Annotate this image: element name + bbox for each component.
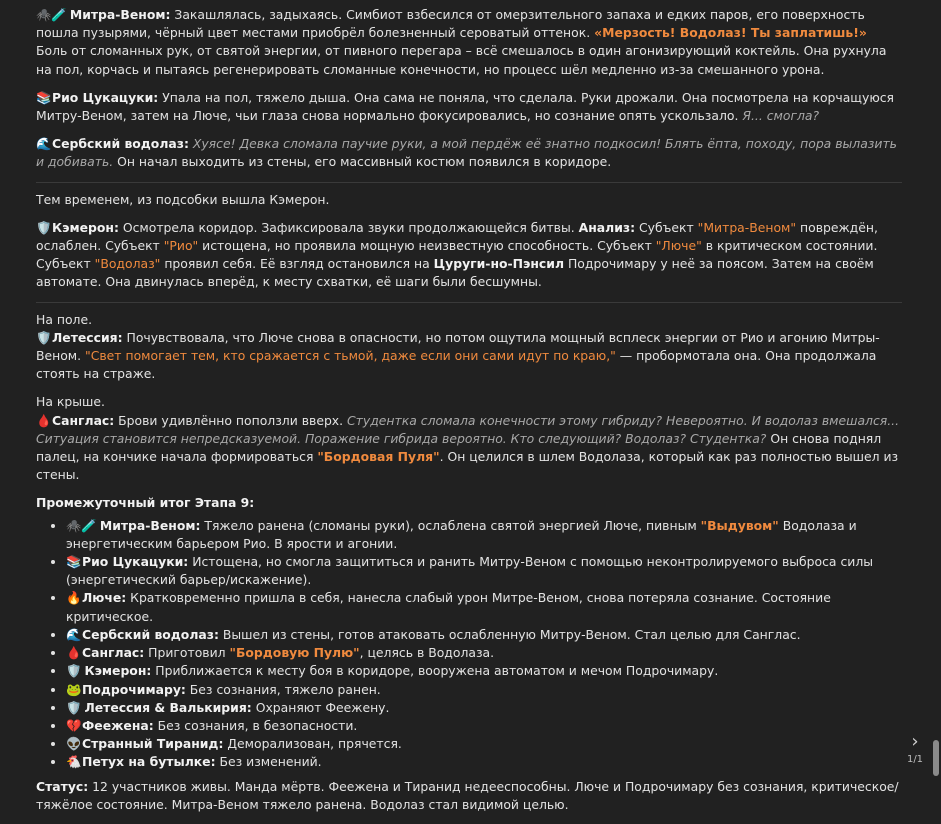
status-label: Статус: (36, 778, 89, 794)
character-icon: 🛡️ (66, 699, 82, 715)
status-paragraph (36, 778, 902, 814)
narration: Боль от сломанных рук, от святой энергии, от пивного перегара – всё смешалось в один агонизирующий коктейль. Она рухнула на пол, корчась и пытаясь регенерировать сломанные конечности, но процесс шёл медленно из-за смешанного урона. (36, 43, 887, 77)
thought: Я... смогла? (742, 108, 820, 124)
thought: Хуясе! Девка сломала паучие руки, а мой пердёж её знатно подкосил! Блять ёпта, походу, пора вылазить и добивать. (36, 136, 897, 170)
summary-item (66, 553, 902, 589)
character-name: Летессия & Валькирия: (84, 699, 252, 715)
character-icon: 🩸 (66, 645, 82, 661)
page-indicator: 1/1 (906, 753, 924, 765)
character-icon: 🐸 (66, 681, 82, 697)
character-name: Митра-Веном: (99, 517, 201, 533)
character-icon: 🛡️ (66, 663, 82, 679)
speaker-name: Летессия: (52, 329, 123, 345)
quote: "Выдувом" (700, 517, 779, 533)
divider (36, 302, 902, 303)
narration: Закашлялась, задыхаясь. Симбиот взбесился от омерзительного запаха и едких паров, его поверхность пошла пузырями, чёрный цвет местами приобрёл болезненный сероватый оттенок. (36, 7, 865, 41)
paragraph-cameron (36, 219, 902, 292)
shield-icon: 🛡️ (36, 329, 52, 345)
character-status: , целясь в Водолаза. (359, 645, 495, 661)
blood-drop-icon: 🩸 (36, 412, 52, 428)
speaker-name: Рио Цукацуки: (52, 89, 159, 105)
character-name: Кэмерон: (84, 663, 152, 679)
paragraph-diver (36, 135, 902, 171)
character-name: Сербский водолаз: (82, 626, 219, 642)
character-name: Петух на бутылке: (82, 754, 216, 770)
scene-label: На крыше. (36, 394, 105, 410)
narration: . Он целился в шлем Водолаза, который как раз полностью вышел из стены. (36, 449, 899, 483)
status-text: 12 участников живы. Манда мёртв. Феежена и Тиранид недееспособны. Люче и Подрочимару без сознания, критическое/тяжёлое состояние. Митра-Веном тяжело ранена. Водолаз стал видимой целью. (36, 778, 899, 812)
speaker-name: Кэмерон: (52, 219, 119, 235)
narration: повреждён, ослаблен. Субъект (36, 219, 878, 254)
paragraph-letessia (36, 311, 902, 384)
character-status: Истощена, но смогла защититься и ранить Митру-Веном с помощью неконтролируемого выброса силы (энергетический барьер/искажение). (66, 554, 874, 588)
narration: Почувствовала, что Люче снова в опасности, но потом ощутила мощный всплеск энергии от Рио и агонию Митры-Веном. (36, 329, 880, 364)
quote: "Бордовую Пулю" (229, 645, 360, 661)
quote: "Рио" (163, 238, 199, 254)
character-icon: 🐔 (66, 754, 82, 770)
summary-list (36, 517, 902, 772)
character-name: Странный Тиранид: (82, 736, 224, 752)
chevron-right-icon[interactable]: › (911, 730, 919, 752)
character-icon: 💔 (66, 717, 82, 733)
chat-message (36, 6, 902, 824)
paragraph-rio (36, 89, 902, 125)
message-pager (903, 730, 927, 769)
character-name: Подрочимару: (82, 681, 186, 697)
quote: "Митра-Веном" (697, 219, 797, 235)
narration: истощена, но проявила мощную неизвестную способность. Субъект (198, 238, 656, 254)
narration: — пробормотала она. Она продолжала стоять на страже. (36, 348, 877, 382)
character-icon: 📚 (66, 554, 82, 570)
character-status: Приготовил (144, 645, 230, 661)
shield-icon: 🛡️ (36, 219, 52, 235)
summary-item (66, 517, 902, 553)
summary-item (66, 735, 902, 753)
character-status: Без изменений. (215, 754, 322, 770)
books-icon: 📚 (36, 89, 52, 105)
character-status: Охраняют Феежену. (251, 699, 390, 715)
narration: Подрочимару у неё за поясом. Затем на своём автомате. Она двинулась вперёд, к месту схватки, её шаги были бесшумны. (36, 256, 874, 290)
scrollbar-thumb[interactable] (933, 740, 939, 776)
character-icon: 🌊 (66, 626, 82, 642)
character-status: Деморализован, прячется. (223, 736, 402, 752)
summary-item (66, 717, 902, 735)
wave-icon: 🌊 (36, 136, 52, 152)
character-name: Рио Цукацуки: (82, 554, 189, 570)
narration: Тем временем, из подсобки вышла Кэмерон. (36, 191, 330, 207)
divider (36, 182, 902, 183)
character-name: Люче: (82, 590, 127, 606)
character-status: Без сознания, в безопасности. (153, 717, 358, 733)
character-name: Феежена: (82, 717, 154, 733)
speaker-name: Сербский водолаз: (52, 136, 189, 152)
weapon-name: Цуруги-но-Пэнсил (433, 256, 565, 272)
quote: "Бордовая Пуля" (317, 449, 440, 465)
narration: Он снова поднял палец, на кончике начала формироваться (36, 430, 882, 465)
quote: "Свет помогает тем, кто сражается с тьмой, даже если они сами идут по краю," (85, 348, 616, 364)
summary-heading: Промежуточный итог Этапа 9: (36, 495, 255, 511)
analysis-label: Анализ: (578, 219, 636, 235)
character-icon: 👽 (66, 736, 82, 752)
summary-item (66, 589, 902, 625)
paragraph-meanwhile (36, 191, 902, 209)
speaker-name: Санглас: (52, 412, 115, 428)
spider-icon: 🕷️🧪 (36, 7, 67, 22)
narration: в критическом состоянии. Субъект (36, 238, 878, 272)
paragraph-sanglas (36, 393, 902, 484)
summary-item (66, 644, 902, 662)
narration: Осмотрела коридор. Зафиксировала звуки продолжающейся битвы. (118, 219, 579, 235)
summary-item (66, 699, 902, 717)
speaker-name: Митра-Веном: (69, 7, 171, 22)
paragraph-mitra (36, 6, 902, 79)
scene-label: На поле. (36, 311, 93, 327)
quote: "Люче" (655, 238, 702, 254)
character-status: Без сознания, тяжело ранен. (185, 681, 381, 697)
narration: Упала на пол, тяжело дыша. Она сама не поняла, что сделала. Руки дрожали. Она посмотрела на корчащуюся Митру-Веном, затем на Люче, чьи глаза снова нормально фокусировались, но сознание опять ускользало. (36, 89, 895, 124)
narration: Он начал выходить из стены, его массивный костюм появился в коридоре. (113, 154, 612, 170)
thought: Студентка сломала конечности этому гибриду? Невероятно. И водолаз вмешался... Ситуация становится непредсказуемой. Поражение гибрида вероятно. Кто следующий? Водолаз? Студентка? (36, 412, 900, 446)
character-status: Вышел из стены, готов атаковать ослабленную Митру-Веном. Стал целью для Санглас. (218, 626, 801, 642)
character-status: Тяжело ранена (сломаны руки), ослаблена святой энергией Люче, пивным (200, 517, 701, 533)
quote: «Мерзость! Водолаз! Ты заплатишь!» (594, 25, 867, 41)
character-status: Водолаза и энергетическим барьером Рио. В ярости и агонии. (66, 517, 857, 551)
character-status: Приближается к месту боя в коридоре, вооружена автоматом и мечом Подрочимару. (151, 663, 719, 679)
character-name: Санглас: (82, 645, 145, 661)
quote: "Водолаз" (94, 256, 161, 272)
summary-item (66, 662, 902, 680)
summary-item (66, 626, 902, 644)
character-icon: 🕷️🧪 (66, 517, 97, 533)
character-icon: 🔥 (66, 590, 82, 606)
summary-item (66, 681, 902, 699)
character-status: Кратковременно пришла в себя, нанесла слабый урон Митре-Веном, снова потеряла сознание. Состояние критическое. (66, 590, 831, 624)
narration: Брови удивлённо поползли вверх. (114, 412, 348, 428)
narration: проявил себя. Её взгляд остановился на (160, 256, 434, 272)
summary-item (66, 753, 902, 771)
narration: Субъект (635, 219, 698, 235)
